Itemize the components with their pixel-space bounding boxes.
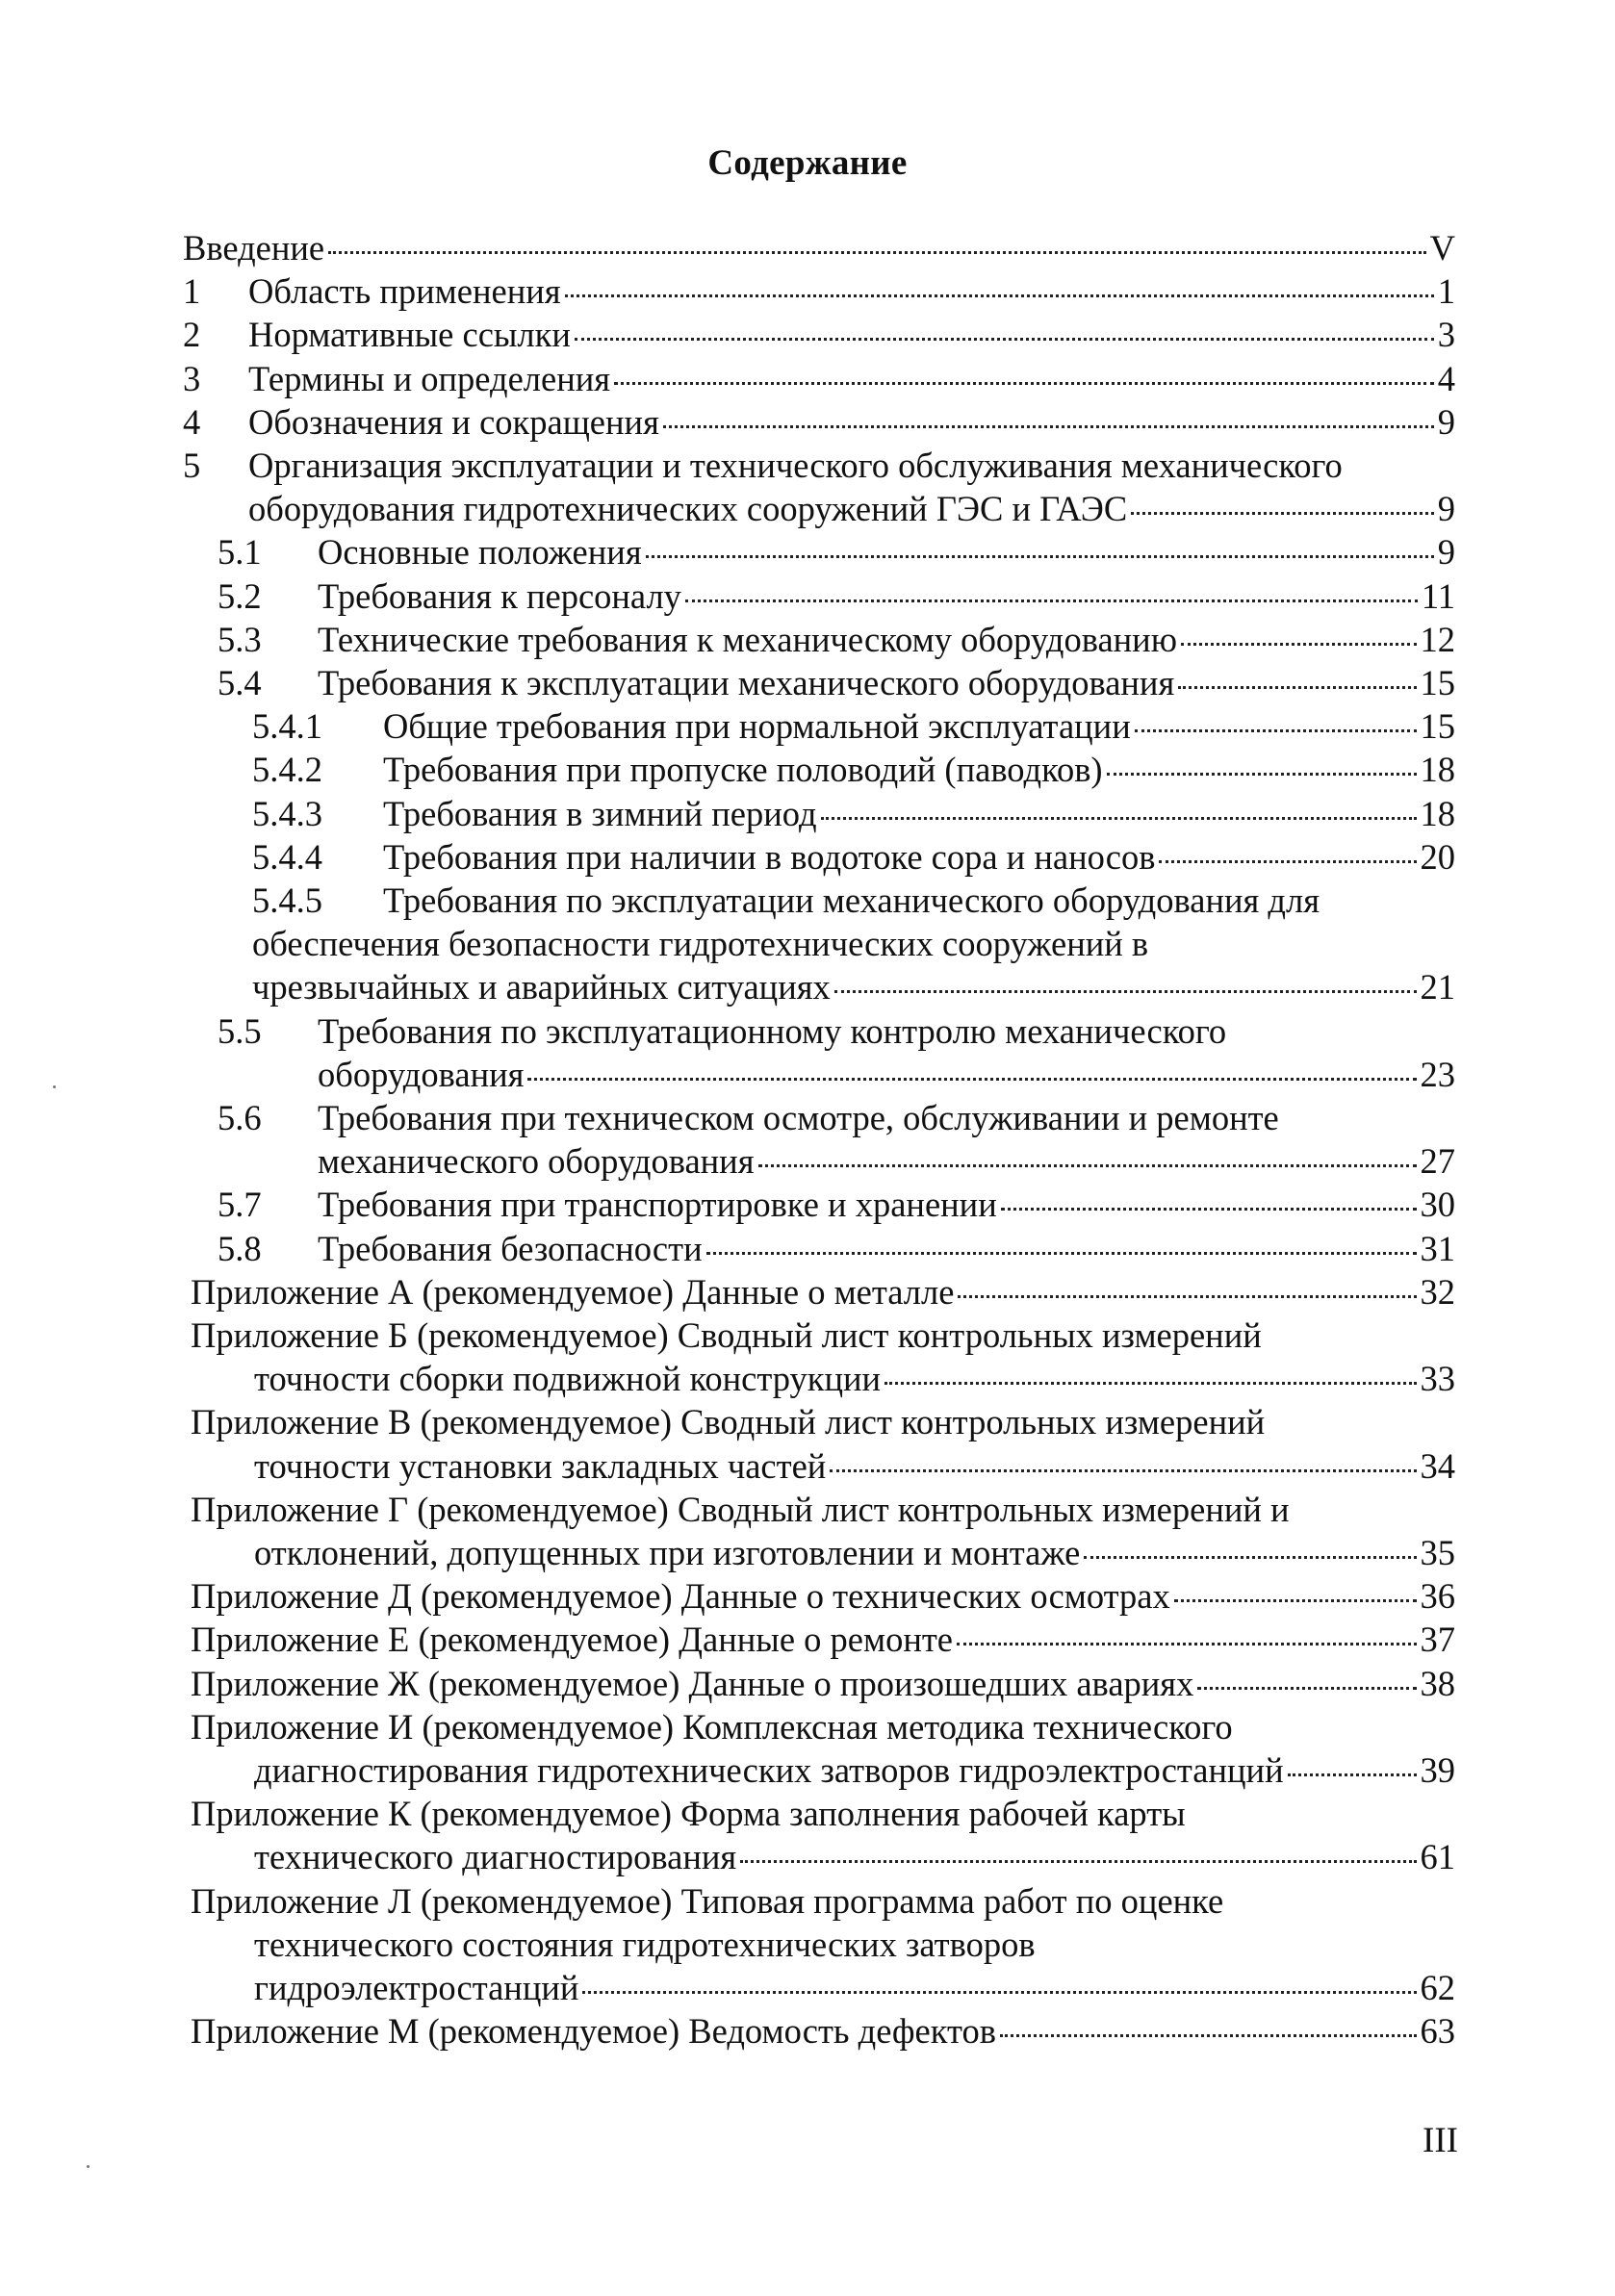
toc-entry-body (383, 836, 1455, 879)
toc-entry-number: 1 (183, 271, 201, 311)
toc-entry-number: 5.2 (218, 576, 262, 616)
scan-speck (53, 1085, 56, 1088)
toc-entry-number: 5.4.2 (252, 750, 322, 789)
toc-entry-body (383, 880, 1320, 922)
dot-leader (758, 1164, 1417, 1167)
toc-entry-title: Требования при пропуске половодий (паводков) (383, 750, 1103, 789)
toc-entry-page: 15 (1420, 706, 1455, 746)
toc-title: Содержание (707, 143, 908, 183)
dot-leader (1174, 1599, 1417, 1602)
toc-entry-body (191, 1401, 1265, 1443)
toc-entry-page: V (1429, 228, 1455, 268)
dot-leader (582, 1991, 1416, 1994)
dot-leader (614, 382, 1434, 385)
dot-leader (663, 425, 1434, 428)
toc-entry-title: Требования по эксплуатационному контролю механического (318, 1011, 1227, 1051)
toc-entry-body (254, 1358, 1455, 1400)
toc-entry-title: Нормативные ссылки (248, 315, 571, 354)
toc-entry-number: 3 (183, 359, 201, 398)
toc-entry-title: Термины и определения (248, 359, 611, 398)
toc-entry-body (254, 1967, 1455, 2009)
toc-entry-body (191, 1575, 1455, 1618)
toc-entry-title: Требования к эксплуатации механического оборудования (318, 663, 1175, 702)
toc-entry-body (254, 1532, 1455, 1574)
dot-leader (328, 251, 1426, 254)
toc-entry-page: 18 (1420, 750, 1455, 789)
toc-entry-body (191, 1793, 1186, 1835)
toc-entry-title: Требования при наличии в водотоке сора и наносов (383, 837, 1156, 877)
dot-leader (565, 294, 1434, 297)
dot-leader (1159, 860, 1416, 863)
toc-entry-body (191, 1314, 1262, 1357)
toc-entry-title: Приложение Г (рекомендуемое) Сводный лист контрольных измерений и (191, 1490, 1290, 1529)
dot-leader (884, 1382, 1416, 1385)
page-number: III (1423, 2121, 1458, 2160)
toc-entry-title: технического состояния гидротехнических затворов (254, 1925, 1036, 1964)
toc-entry-title: Приложение Д (рекомендуемое) Данные о технических осмотрах (191, 1576, 1170, 1616)
toc-entry-number: 5.4.4 (252, 837, 322, 877)
toc-entry-body (191, 1880, 1223, 1923)
dot-leader (706, 1252, 1417, 1255)
toc-entry-page: 3 (1437, 315, 1455, 354)
toc-entry-body (191, 1619, 1455, 1661)
toc-entry-body (191, 1271, 1455, 1314)
toc-entry-body (183, 227, 1455, 269)
toc-entry-title: Приложение М (рекомендуемое) Ведомость дефектов (191, 2011, 996, 2051)
toc-entry-number: 5.4.3 (252, 794, 322, 833)
toc-entry-title: Требования при транспортировке и хранении (318, 1185, 997, 1224)
toc-entry-title: оборудования гидротехнических сооружений ГЭС и ГАЭС (248, 489, 1128, 528)
dot-leader (1131, 512, 1434, 515)
toc-entry-page: 21 (1420, 967, 1455, 1007)
toc-entry-body (383, 793, 1455, 835)
dot-leader (1107, 773, 1417, 776)
dot-leader (646, 555, 1434, 558)
toc-entry-number: 5 (183, 446, 201, 485)
toc-entry-title: механического оборудования (318, 1141, 755, 1181)
toc-entry-title: диагностирования гидротехнических затворов гидроэлектростанций (254, 1750, 1284, 1790)
toc-entry-page: 4 (1437, 359, 1455, 398)
toc-entry-title: Введение (183, 228, 325, 268)
toc-entry-body (248, 401, 1455, 444)
toc-entry-number: 5.7 (218, 1185, 262, 1224)
toc-entry-body (248, 488, 1455, 530)
toc-entry-body (383, 749, 1455, 791)
toc-entry-page: 38 (1420, 1664, 1455, 1703)
toc-entry-page: 1 (1437, 271, 1455, 311)
dot-leader (685, 600, 1418, 602)
toc-entry-title: Требования к персоналу (318, 576, 681, 616)
dot-leader (830, 1469, 1416, 1472)
dot-leader (821, 817, 1417, 820)
toc-entry-title: Приложение К (рекомендуемое) Форма заполнения рабочей карты (191, 1794, 1186, 1833)
toc-entry-page: 37 (1420, 1620, 1455, 1659)
toc-entry-page: 23 (1420, 1055, 1455, 1094)
toc-entry-body (254, 1836, 1455, 1878)
toc-entry-body (318, 662, 1455, 704)
toc-entry-body (254, 1749, 1455, 1792)
toc-entry-page: 32 (1420, 1272, 1455, 1312)
toc-entry-body (252, 923, 1148, 965)
toc-entry-page: 20 (1420, 837, 1455, 877)
toc-entry-number: 5.1 (218, 532, 262, 572)
toc-entry-body (318, 1010, 1226, 1053)
dot-leader (1001, 1208, 1417, 1211)
toc-entry-title: Общие требования при нормальной эксплуатации (383, 706, 1131, 746)
toc-entry-body (318, 575, 1455, 618)
toc-entry-page: 15 (1420, 663, 1455, 702)
toc-entry-title: Приложение Е (рекомендуемое) Данные о ремонте (191, 1620, 954, 1659)
toc-entry-title: Требования безопасности (318, 1229, 703, 1268)
toc-entry-title: Приложение В (рекомендуемое) Сводный лист контрольных измерений (191, 1402, 1266, 1441)
toc-entry-body (318, 1140, 1455, 1183)
toc-entry-body (191, 1663, 1455, 1705)
toc-entry-page: 11 (1421, 576, 1455, 616)
dot-leader (1181, 643, 1417, 646)
toc-entry-body (252, 966, 1455, 1008)
toc-entry-title: Требования при техническом осмотре, обслуживании и ремонте (318, 1098, 1279, 1137)
toc-entry-title: Область применения (248, 271, 561, 311)
dot-leader (1178, 686, 1416, 689)
dot-leader (958, 1295, 1416, 1298)
toc-entry-body (191, 2010, 1455, 2053)
scan-speck (87, 2165, 90, 2168)
toc-entry-title: Требования в зимний период (383, 794, 817, 833)
toc-entry-page: 12 (1420, 620, 1455, 659)
toc-entry-number: 5.8 (218, 1229, 262, 1268)
dot-leader (1084, 1556, 1416, 1559)
toc-entry-page: 9 (1437, 489, 1455, 528)
toc-entry-title: Приложение Л (рекомендуемое) Типовая программа работ по оценке (191, 1881, 1224, 1921)
toc-entry-body (254, 1924, 1036, 1966)
toc-entry-body (248, 314, 1455, 356)
toc-entry-page: 39 (1420, 1750, 1455, 1790)
dot-leader (1135, 729, 1417, 732)
dot-leader (575, 338, 1434, 341)
dot-leader (834, 990, 1417, 993)
toc-entry-title: чрезвычайных и аварийных ситуациях (252, 967, 831, 1007)
toc-entry-page: 18 (1420, 794, 1455, 833)
toc-entry-title: Основные положения (318, 532, 642, 572)
toc-entry-title: Приложение А (рекомендуемое) Данные о металле (191, 1272, 955, 1312)
toc-entry-number: 5.6 (218, 1098, 262, 1137)
toc-entry-title: точности установки закладных частей (254, 1446, 827, 1486)
toc-entry-title: оборудования (318, 1055, 525, 1094)
toc-entry-body (383, 705, 1455, 748)
toc-entry-number: 4 (183, 402, 201, 442)
toc-entry-body (318, 619, 1455, 661)
toc-entry-body (318, 531, 1455, 574)
toc-entry-page: 34 (1420, 1446, 1455, 1486)
toc-entry-title: Требования по эксплуатации механического оборудования для (383, 880, 1320, 920)
toc-entry-number: 5.5 (218, 1011, 262, 1051)
toc-entry-page: 33 (1420, 1359, 1455, 1398)
toc-entry-number: 2 (183, 315, 201, 354)
toc-entry-page: 36 (1420, 1576, 1455, 1616)
toc-entry-number: 5.4.1 (252, 706, 322, 746)
toc-entry-number: 5.3 (218, 620, 262, 659)
toc-entry-page: 30 (1420, 1185, 1455, 1224)
toc-entry-title: Обозначения и сокращения (248, 402, 659, 442)
toc-entry-page: 35 (1420, 1533, 1455, 1572)
toc-entry-body (191, 1706, 1233, 1748)
dot-leader (1288, 1773, 1417, 1776)
toc-entry-title: отклонений, допущенных при изготовлении и монтаже (254, 1533, 1081, 1572)
toc-entry-body (318, 1097, 1279, 1139)
toc-entry-page: 61 (1420, 1837, 1455, 1876)
toc-entry-body (318, 1184, 1455, 1226)
toc-entry-body (248, 358, 1455, 400)
dot-leader (1000, 2034, 1417, 2037)
toc-entry-title: Технические требования к механическому оборудованию (318, 620, 1177, 659)
toc-entry-body (318, 1228, 1455, 1270)
toc-entry-number: 5.4.5 (252, 880, 322, 920)
dot-leader (957, 1643, 1416, 1645)
toc-entry-body (248, 270, 1455, 313)
toc-entry-page: 63 (1420, 2011, 1455, 2051)
toc-entry-body (254, 1445, 1455, 1488)
toc-entry-page: 27 (1420, 1141, 1455, 1181)
toc-entry-page: 9 (1437, 402, 1455, 442)
toc-entry-title: Приложение Ж (рекомендуемое) Данные о произошедших авариях (191, 1664, 1194, 1703)
toc-entry-title: точности сборки подвижной конструкции (254, 1359, 882, 1398)
toc-entry-title: обеспечения безопасности гидротехнических сооружений в (252, 924, 1149, 963)
toc-entry-title: Организация эксплуатации и технического обслуживания механического (248, 446, 1343, 485)
dot-leader (527, 1078, 1416, 1081)
toc-entry-page: 31 (1420, 1229, 1455, 1268)
dot-leader (740, 1860, 1416, 1863)
dot-leader (1197, 1687, 1416, 1690)
toc-entry-title: гидроэлектростанций (254, 1968, 579, 2007)
toc-entry-number: 5.4 (218, 663, 262, 702)
toc-entry-title: Приложение И (рекомендуемое) Комплексная методика технического (191, 1707, 1233, 1747)
toc-entry-page: 62 (1420, 1968, 1455, 2007)
toc-entry-body (191, 1489, 1290, 1531)
toc-entry-title: технического диагностирования (254, 1837, 737, 1876)
toc-entry-page: 9 (1437, 532, 1455, 572)
toc-entry-title: Приложение Б (рекомендуемое) Сводный лист контрольных измерений (191, 1315, 1262, 1355)
toc-entry-body (248, 445, 1343, 487)
toc-entry-body (318, 1054, 1455, 1096)
